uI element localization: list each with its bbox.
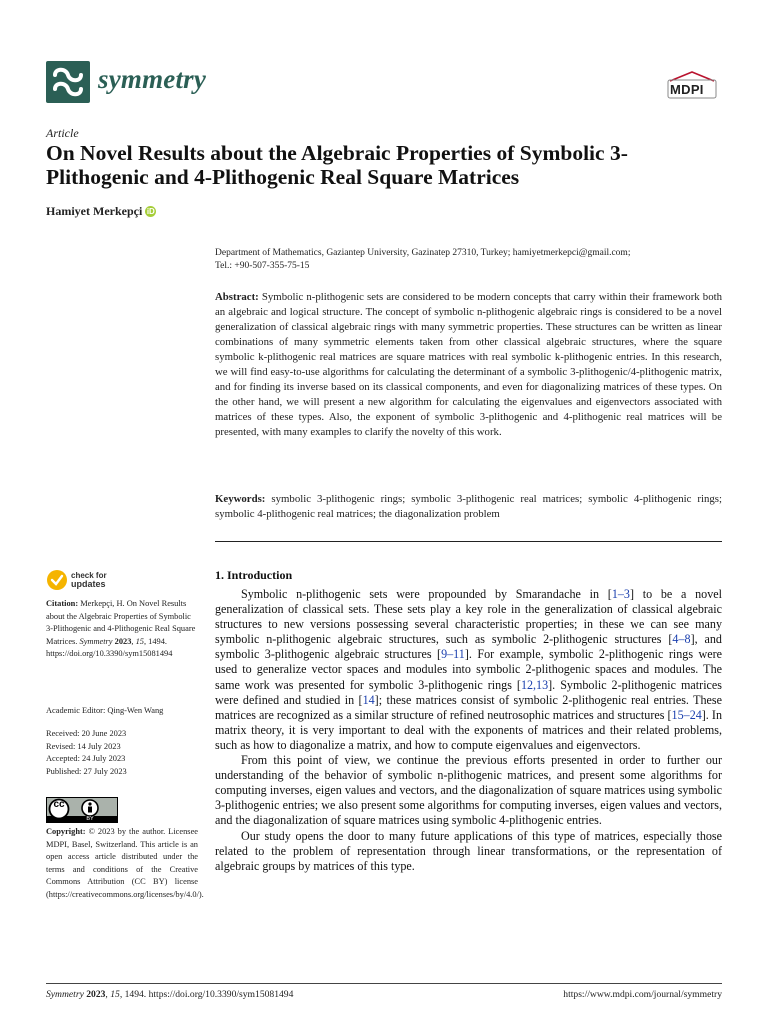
- text-run: ] to be a novel generalization of classical sets. These sets play a key role in the generalization of classical algebraic structures to new versions possessing several characteristic properties; in these we can see many symbolic n-plithogenic algebraic structures, such as symbolic 2-plithogenic structures [: [215, 587, 723, 647]
- citation-link[interactable]: 14: [362, 692, 375, 707]
- abstract: [215, 290, 722, 440]
- footer-rule: [46, 983, 722, 984]
- citation-journal: Symmetry: [79, 636, 113, 646]
- copyright-block: [46, 826, 204, 902]
- citation-label: Citation:: [46, 599, 79, 608]
- citation-link[interactable]: 1–3: [611, 587, 630, 601]
- text-run: Symbolic n-plithogenic sets were propounded by Smarandache in [: [241, 587, 612, 601]
- footer-journal-url[interactable]: https://www.mdpi.com/journal/symmetry: [563, 989, 722, 1000]
- paragraph-3: Our study opens the door to many future applications of this type of matrices, especially those related to the problem of representation through linear transformations, or the representation of algebraic groups by matrices of this type.: [215, 828, 722, 873]
- footer-citation: Symmetry 2023, 15, 1494. https://doi.org/10.3390/sym15081494: [46, 989, 294, 1000]
- citation-link[interactable]: 15–24: [671, 707, 702, 722]
- citation-link[interactable]: 9–11: [441, 647, 465, 662]
- published-date: Published: 27 July 2023: [46, 766, 127, 776]
- citation-link[interactable]: 4–8: [672, 632, 691, 647]
- mdpi-logo-icon: [666, 70, 718, 102]
- affiliation: [215, 247, 725, 273]
- author-name: [46, 204, 156, 219]
- keywords-text: symbolic 3-plithogenic rings; symbolic 3-plithogenic real matrices; symbolic 4-plithogenic rings; symbolic 4-plithogenic real matrices; the diagonalization problem: [215, 493, 723, 520]
- section-body: [215, 587, 722, 874]
- footer-doi[interactable]: , 1494. https://doi.org/10.3390/sym15081494: [119, 989, 294, 1000]
- abstract-text: Symbolic n-plithogenic sets are considered to be modern concepts that carry within their framework both an algebraic and logical structure. The concept of symbolic n-plithogenic algebraic rings is considered to be a novel generalization of classical algebraic rings with many symmetric properties. These structures can be written as linear combinations of many symmetric elements taken from other classical algebraic structures, where the square symbolic k-plithogenic real matrices are square matrices with real symbolic k-plithogenic entries. In this research, we will find easy-to-use algorithms for calculating the determinant of a symbolic 3-plithogenic/4-plithogenic matrix, and for finding its inverse based on its classical components, and even for diagonalizing matrices of these types. On the other hand, we will present a new algorithm for calculating the eigenvalues and eigenvectors associated with matrices of these types. Also, the exponent of symbolic 3-plithogenic and 4-plithogenic real matrices will be presented, with many examples to clarify the novelty of this work.: [215, 291, 722, 438]
- text-run: ]. For example, symbolic 2-plithogenic rings were used to generalize vector spaces and modules into symbolic 2-plithogenic spaces and modules. The same work was presented for symbolic 3-plithogenic rings [: [215, 647, 722, 692]
- keywords: [215, 492, 722, 522]
- revised-date: Revised: 14 July 2023: [46, 741, 121, 751]
- check-updates-icon: [46, 569, 68, 591]
- citation-year: 2023: [114, 636, 132, 646]
- received-date: Received: 20 June 2023: [46, 729, 127, 738]
- section-heading: 1. Introduction: [215, 568, 293, 582]
- check-updates-text: [71, 571, 107, 589]
- check-updates-line-2: updates: [71, 579, 106, 589]
- dates-block: [46, 728, 198, 778]
- journal-name: symmetry: [98, 64, 207, 94]
- footer-volume: 15: [110, 989, 120, 1000]
- check-updates-line-1: check for: [71, 571, 107, 580]
- section-divider: [215, 541, 722, 542]
- citation-doi[interactable]: , 1494. https://doi.org/10.3390/sym15081494: [46, 636, 173, 659]
- footer-journal: Symmetry: [46, 989, 84, 1000]
- author-text: Hamiyet Merkepçi: [46, 204, 143, 218]
- copyright-label: Copyright:: [46, 827, 86, 836]
- text-run: ], and symbolic 3-plithogenic algebraic structures [: [215, 632, 722, 662]
- paragraph-2: From this point of view, we continue the previous efforts presented in order to further our understanding of the behavior of symbolic n-plithogenic matrices, and present some algorithms for computing inverses, eigen values and vectors, and the diagonalization of square matrices using symbolic 3-plithogenic entries; we also present some algorithms for computing inverses, eigen values and vectors, and the diagonalization of square matrices using symbolic 4-plithogenic entries.: [215, 753, 722, 828]
- affiliation-line-2: Tel.: +90-507-355-75-15: [215, 261, 310, 271]
- affiliation-line-1: Department of Mathematics, Gaziantep University, Gazinatep 27310, Turkey; hamiyetmerkepci@gmail.com;: [215, 248, 631, 258]
- citation-text: Merkepçi, H. On Novel Results about the Algebraic Properties of Symbolic 3-Plithogenic and 4-Plithogenic Real Square Matrices.: [46, 599, 196, 646]
- check-for-updates-badge[interactable]: [46, 569, 126, 593]
- cc-by-label: BY: [86, 816, 94, 822]
- text-run: ]. In matrix theory, it is very important to deal with the exponents of matrices and their related problems, such as how to diagonalize a matrix, and how to compute eigenvalues and eigenvectors.: [215, 707, 722, 752]
- text-run: ]; these matrices consist of symbolic 2-plithogenic real entries. These matrices are recognized as a similar structure of refined neutrosophic matrices and structures [: [215, 692, 722, 722]
- copyright-text: © 2023 by the author. Licensee MDPI, Basel, Switzerland. This article is an open access article distributed under the terms and conditions of the Creative Commons Attribution (CC BY) license (https://creativecommons.org/licenses/by/4.0/).: [46, 827, 204, 899]
- publisher-name: MDPI: [670, 82, 704, 97]
- keywords-label: Keywords:: [215, 493, 266, 505]
- citation-block: Citation: Merkepçi, H. On Novel Results about the Algebraic Properties of Symbolic 3-Plithogenic and 4-Plithogenic Real Square Matrices. Symmetry 2023, 15, 1494. https://doi.org/10.3390/sym15081494: [46, 599, 196, 659]
- orcid-icon[interactable]: iD: [146, 207, 155, 216]
- citation-volume: 15: [135, 636, 144, 646]
- paper-title: On Novel Results about the Algebraic Properties of Symbolic 3-Plithogenic and 4-Plithogenic Real Square Matrices: [46, 141, 628, 189]
- cc-label: cc: [53, 799, 65, 810]
- footer-year: 2023: [86, 989, 106, 1000]
- text-run: ]. Symbolic 2-plithogenic matrices were defined and studied in [: [215, 677, 722, 707]
- paragraph-1: [215, 587, 722, 753]
- abstract-label: Abstract:: [215, 291, 259, 303]
- article-type: Article: [46, 126, 79, 140]
- accepted-date: Accepted: 24 July 2023: [46, 754, 126, 764]
- academic-editor: Academic Editor: Qing-Wen Wang: [46, 706, 164, 715]
- symmetry-logo-icon: [46, 61, 90, 103]
- citation-link[interactable]: 12,13: [520, 677, 549, 692]
- cc-by-license-icon[interactable]: [46, 797, 118, 823]
